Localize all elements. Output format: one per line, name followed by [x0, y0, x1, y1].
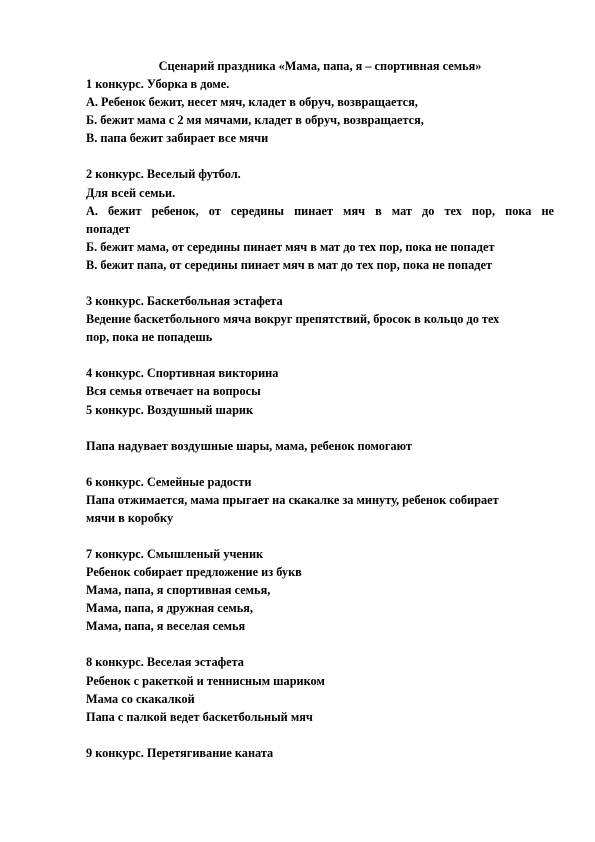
contest-line: Мама со скакалкой [86, 691, 195, 706]
document-title: Сценарий праздника «Мама, папа, я – спортивная семья» [158, 59, 482, 73]
contest-line: Мама, папа, я дружная семья, [86, 601, 253, 616]
contest-line: А. бежит ребенок, от середины пинает мяч в мат до тех пор, пока не [86, 203, 554, 218]
contest-heading: 7 конкурс. Смышленый ученик [86, 546, 264, 561]
contest-line: В. бежит папа, от середины пинает мяч в мат до тех пор, пока не попадет [86, 257, 492, 272]
contest-line: мячи в коробку [86, 510, 174, 525]
contest-3 [86, 292, 554, 346]
contest-line: Б. бежит мама с 2 мя мячами, кладет в обруч, возвращается, [86, 113, 424, 128]
contest-line: Папа с палкой ведет баскетбольный мяч [86, 709, 313, 724]
contest-heading: 3 конкурс. Баскетбольная эстафета [86, 294, 283, 309]
contest-1 [86, 75, 554, 147]
contest-line: Мама, папа, я веселая семья [86, 619, 246, 634]
contest-heading: 9 конкурс. Перетягивание каната [86, 745, 274, 760]
contest-line: Мама, папа, я спортивная семья, [86, 583, 271, 598]
contest-line: В. папа бежит забирает все мячи [86, 131, 269, 146]
contest-line: Ребенок собирает предложение из букв [86, 565, 302, 580]
contest-heading: 1 конкурс. Уборка в доме. [86, 77, 230, 92]
contest-line: Б. бежит мама, от середины пинает мяч в мат до тех пор, пока не попадет [86, 239, 495, 254]
contest-9 [86, 744, 554, 762]
contest-line: пор, пока не попадешь [86, 330, 213, 345]
contest-6 [86, 473, 554, 527]
contest-5-description [86, 437, 554, 455]
contest-line: Ведение баскетбольного мяча вокруг препятствий, бросок в кольцо до тех [86, 312, 500, 327]
contest-7 [86, 545, 554, 635]
contest-8 [86, 653, 554, 725]
contest-line: Ребенок с ракеткой и теннисным шариком [86, 673, 325, 688]
contest-line: Для всей семьи. [86, 185, 176, 200]
contest-heading: 8 конкурс. Веселая эстафета [86, 655, 244, 670]
contest-heading: 2 конкурс. Веселый футбол. [86, 167, 241, 182]
contest-heading: 4 конкурс. Спортивная викторина [86, 366, 279, 381]
document-body [86, 57, 554, 780]
contest-heading: 5 конкурс. Воздушный шарик [86, 402, 254, 417]
contest-2 [86, 165, 554, 274]
contest-4 [86, 364, 554, 418]
contest-line: Папа надувает воздушные шары, мама, ребенок помогают [86, 438, 412, 453]
contest-line: Вся семья отвечает на вопросы [86, 384, 261, 399]
contest-line: А. Ребенок бежит, несет мяч, кладет в обруч, возвращается, [86, 95, 418, 110]
contest-line: Папа отжимается, мама прыгает на скакалке за минуту, ребенок собирает [86, 492, 499, 507]
contest-line: попадет [86, 221, 131, 236]
contest-heading: 6 конкурс. Семейные радости [86, 474, 252, 489]
